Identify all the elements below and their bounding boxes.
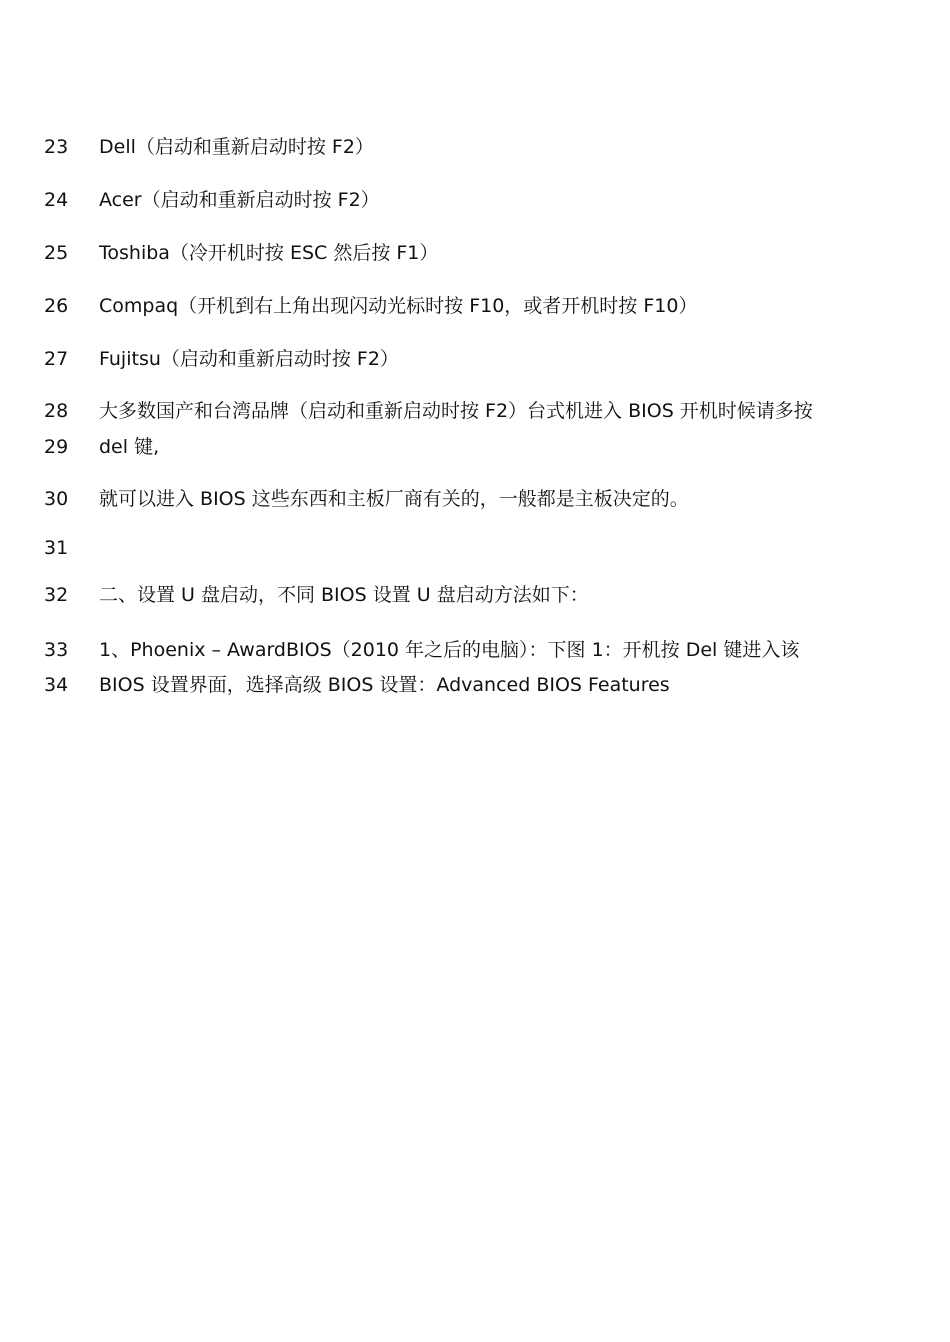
document-line — [0, 185, 950, 215]
line-number: 27 — [44, 348, 69, 370]
document-line — [0, 238, 950, 268]
document-line — [0, 344, 950, 374]
document-line — [0, 580, 950, 610]
line-text: Fujitsu（启动和重新启动时按 F2） — [99, 348, 399, 370]
line-text: del 键, — [99, 436, 160, 458]
line-number: 24 — [44, 189, 69, 211]
line-text: BIOS 设置界面，选择高级 BIOS 设置：Advanced BIOS Features — [99, 674, 670, 696]
line-text: Compaq（开机到右上角出现闪动光标时按 F10，或者开机时按 F10） — [99, 295, 698, 317]
document-line — [0, 635, 950, 665]
line-text: 大多数国产和台湾品牌（启动和重新启动时按 F2）台式机进入 BIOS 开机时候请多按 — [99, 400, 813, 422]
line-text: 二、设置 U 盘启动，不同 BIOS 设置 U 盘启动方法如下： — [99, 584, 589, 606]
document-line — [0, 396, 950, 426]
line-text: 就可以进入 BIOS 这些东西和主板厂商有关的，一般都是主板决定的。 — [99, 488, 689, 510]
line-number: 26 — [44, 295, 69, 317]
document-line — [0, 432, 950, 462]
line-number: 31 — [44, 537, 69, 559]
line-number: 28 — [44, 400, 69, 422]
document-line — [0, 670, 950, 700]
document-line — [0, 533, 950, 563]
line-number: 30 — [44, 488, 69, 510]
line-number: 25 — [44, 242, 69, 264]
line-number: 23 — [44, 136, 69, 158]
line-number: 29 — [44, 436, 69, 458]
document-line — [0, 484, 950, 514]
line-text: 1、Phoenix – AwardBIOS（2010 年之后的电脑）：下图 1：开机按 Del 键进入该 — [99, 639, 800, 661]
line-number: 33 — [44, 639, 69, 661]
line-text: Acer（启动和重新启动时按 F2） — [99, 189, 380, 211]
line-number: 32 — [44, 584, 69, 606]
line-number: 34 — [44, 674, 69, 696]
line-text: Toshiba（冷开机时按 ESC 然后按 F1） — [99, 242, 439, 264]
line-text: Dell（启动和重新启动时按 F2） — [99, 136, 374, 158]
document-line — [0, 132, 950, 162]
document-line — [0, 291, 950, 321]
